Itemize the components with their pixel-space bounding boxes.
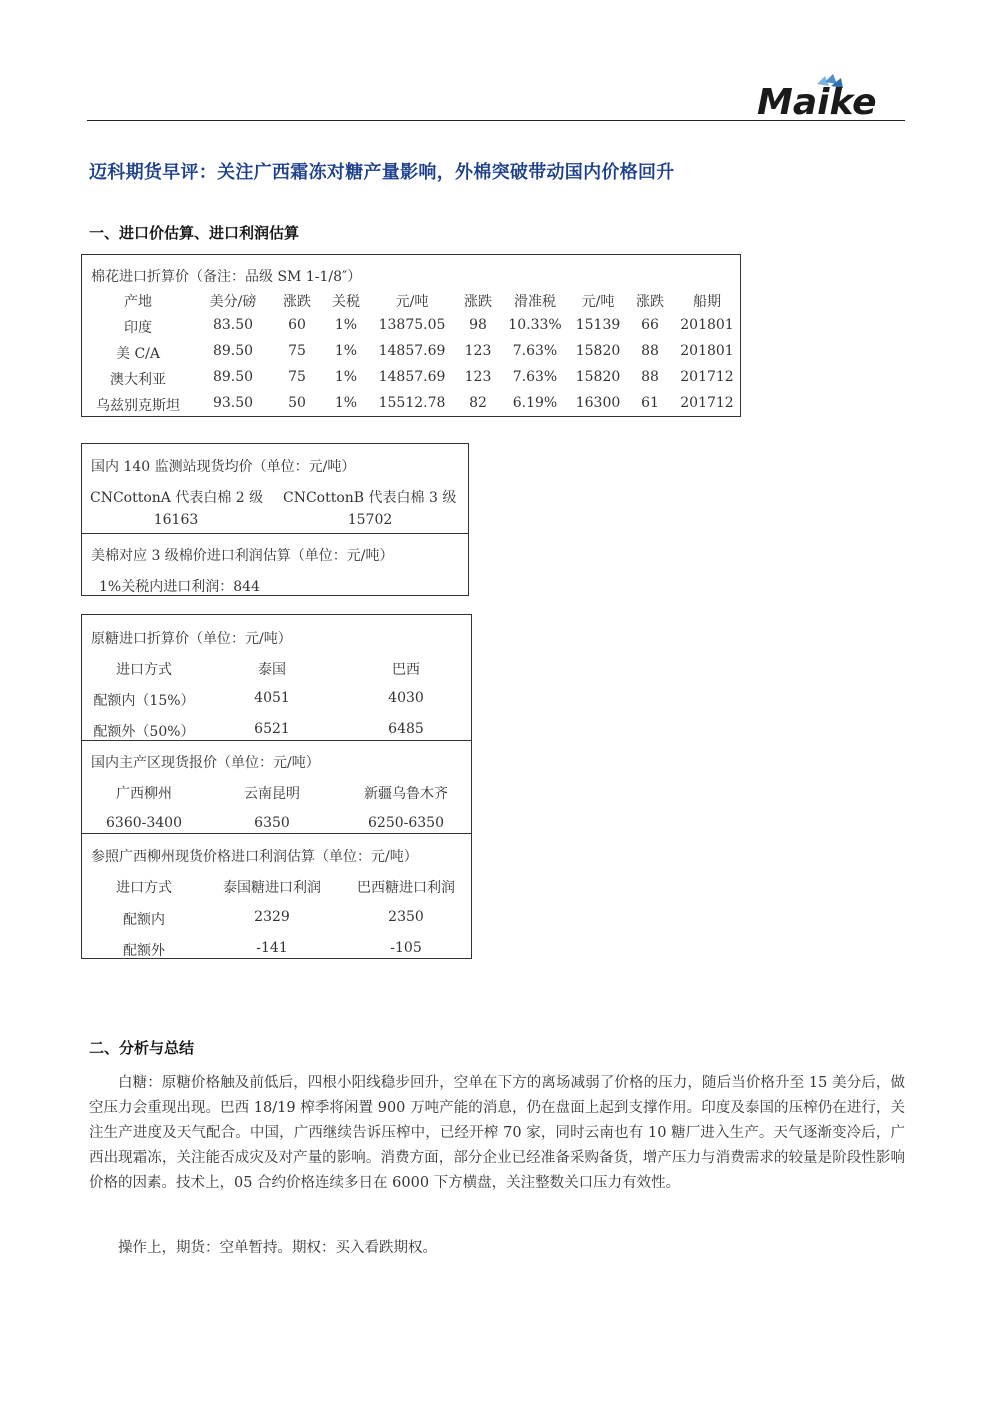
column-header: 巴西 bbox=[392, 662, 420, 678]
table-cell: 201712 bbox=[680, 395, 734, 411]
table-cell: 66 bbox=[641, 317, 659, 333]
table-cell: 配额内（15%） bbox=[93, 693, 195, 709]
table-cell: 61 bbox=[641, 395, 659, 411]
table-cell: 1% bbox=[334, 317, 358, 333]
table-cell: 7.63% bbox=[512, 369, 558, 385]
table-cell: 89.50 bbox=[212, 343, 254, 359]
table-cell: 201712 bbox=[680, 369, 734, 385]
table-cell: 15139 bbox=[575, 317, 621, 333]
section-heading-1: 一、进口价估算、进口利润估算 bbox=[89, 224, 300, 242]
table-cell: 123 bbox=[464, 343, 492, 359]
cotton-profit-caption: 美棉对应 3 级棉价进口利润估算（单位：元/吨） bbox=[91, 548, 394, 564]
sugar-import-table bbox=[81, 614, 472, 959]
table-cell: 1% bbox=[334, 343, 358, 359]
table-cell: 6250-6350 bbox=[368, 815, 444, 831]
cncotton-b-value: 15702 bbox=[347, 512, 393, 528]
table-cell: 6.19% bbox=[512, 395, 558, 411]
table-cell: 50 bbox=[288, 395, 306, 411]
maike-logo bbox=[755, 72, 895, 122]
column-header: 船期 bbox=[693, 294, 721, 310]
divider bbox=[82, 833, 471, 834]
table-cell: 2350 bbox=[388, 909, 424, 925]
cncotton-a-value: 16163 bbox=[153, 512, 199, 528]
table-cell: 4051 bbox=[254, 690, 290, 706]
column-header: 进口方式 bbox=[116, 662, 172, 678]
svg-text:Maike: Maike bbox=[757, 82, 877, 122]
column-header: 广西柳州 bbox=[116, 786, 172, 802]
cncotton-a-label: CNCottonA 代表白棉 2 级 bbox=[90, 490, 264, 506]
table-cell: 美 C/A bbox=[116, 346, 160, 362]
table-cell: 15820 bbox=[575, 369, 621, 385]
table-cell: 印度 bbox=[124, 320, 152, 336]
table-cell: 123 bbox=[464, 369, 492, 385]
table-cell: 6360-3400 bbox=[106, 815, 182, 831]
table-cell: 澳大利亚 bbox=[110, 372, 166, 388]
table-cell: 75 bbox=[288, 343, 306, 359]
table-cell: 88 bbox=[641, 343, 659, 359]
column-header: 产地 bbox=[124, 294, 152, 310]
table-cell: 14857.69 bbox=[378, 343, 446, 359]
table-cell: 6521 bbox=[254, 721, 290, 737]
column-header: 进口方式 bbox=[116, 880, 172, 896]
column-header: 美分/磅 bbox=[209, 294, 257, 310]
sugar-profit-caption: 参照广西柳州现货价格进口利润估算（单位：元/吨） bbox=[91, 849, 418, 865]
column-header: 巴西糖进口利润 bbox=[357, 880, 455, 896]
table-cell: 89.50 bbox=[212, 369, 254, 385]
table-cell: 201801 bbox=[680, 317, 734, 333]
column-header: 涨跌 bbox=[283, 294, 311, 310]
section-heading-2: 二、分析与总结 bbox=[89, 1039, 195, 1057]
cncotton-b-label: CNCottonB 代表白棉 3 级 bbox=[283, 490, 457, 506]
table-cell: 4030 bbox=[388, 690, 424, 706]
page-title: 迈科期货早评：关注广西霜冻对糖产量影响，外棉突破带动国内价格回升 bbox=[89, 162, 675, 183]
analysis-text: 白糖：原糖价格触及前低后，四根小阳线稳步回升，空单在下方的离场减弱了价格的压力，随后当价格升至 15 美分后，做空压力会重现出现。巴西 18/19 榨季将闲置 900 万吨产能的消息，仍在盘面上起到支撑作用。印度及泰国的压榨仍在进行，关注生产进度及天气配合。中国，广西继续告诉压榨中，已经开榨 70 家，同时云南也有 10 糖厂进入生产。天气逐渐变冷后，广西出现霜冻，关注能否成灾及对产量的影响。消费方面，部分企业已经准备采购备货，增产压力与消费需求的较量是阶段性影响价格的因素。技术上，05 合约价格连续多日在 6000 下方横盘，关注整数关口压力有效性。 bbox=[89, 1075, 905, 1191]
column-header: 元/吨 bbox=[395, 294, 429, 310]
table-cell: 60 bbox=[288, 317, 306, 333]
table-cell: 配额内 bbox=[123, 912, 165, 928]
column-header: 涨跌 bbox=[636, 294, 664, 310]
table-cell: 10.33% bbox=[508, 317, 562, 333]
column-header: 泰国 bbox=[258, 662, 286, 678]
table-cell: 1% bbox=[334, 395, 358, 411]
table-cell: 75 bbox=[288, 369, 306, 385]
table-cell: 201801 bbox=[680, 343, 734, 359]
table-cell: 1% bbox=[334, 369, 358, 385]
analysis-paragraph bbox=[89, 1071, 905, 1196]
column-header: 元/吨 bbox=[581, 294, 615, 310]
sugar-import-caption: 原糖进口折算价（单位：元/吨） bbox=[91, 631, 292, 647]
table-cell: 16300 bbox=[575, 395, 621, 411]
table-cell: 15512.78 bbox=[378, 395, 446, 411]
column-header: 泰国糖进口利润 bbox=[223, 880, 321, 896]
column-header: 关税 bbox=[332, 294, 360, 310]
header-rule bbox=[87, 120, 905, 121]
table-cell: 14857.69 bbox=[378, 369, 446, 385]
table-cell: 82 bbox=[469, 395, 487, 411]
table-cell: 乌兹别克斯坦 bbox=[96, 398, 180, 414]
domestic-cotton-caption: 国内 140 监测站现货均价（单位：元/吨） bbox=[91, 459, 356, 475]
column-header: 滑准税 bbox=[514, 294, 556, 310]
table-cell: 93.50 bbox=[212, 395, 254, 411]
table-cell: 2329 bbox=[254, 909, 290, 925]
operation-text: 操作上，期货：空单暂持。期权：买入看跌期权。 bbox=[118, 1240, 437, 1256]
table-cell: 13875.05 bbox=[378, 317, 446, 333]
operation-paragraph bbox=[89, 1236, 905, 1261]
cotton-profit-line: 1%关税内进口利润：844 bbox=[99, 579, 260, 595]
divider bbox=[82, 533, 468, 534]
table-cell: 7.63% bbox=[512, 343, 558, 359]
cotton-import-table bbox=[81, 254, 741, 417]
column-header: 云南昆明 bbox=[244, 786, 300, 802]
column-header: 新疆乌鲁木齐 bbox=[364, 786, 448, 802]
table-cell: 83.50 bbox=[212, 317, 254, 333]
table-cell: -141 bbox=[256, 940, 288, 956]
sugar-spot-caption: 国内主产区现货报价（单位：元/吨） bbox=[91, 755, 320, 771]
column-header: 涨跌 bbox=[464, 294, 492, 310]
table-cell: 88 bbox=[641, 369, 659, 385]
table-cell: 98 bbox=[469, 317, 487, 333]
table-cell: 6350 bbox=[254, 815, 290, 831]
divider bbox=[82, 740, 471, 741]
domestic-cotton-table bbox=[81, 443, 469, 596]
table-cell: 配额外（50%） bbox=[93, 724, 195, 740]
table-cell: -105 bbox=[390, 940, 422, 956]
cotton-import-caption: 棉花进口折算价（备注：品级 SM 1-1/8″） bbox=[91, 269, 362, 285]
table-cell: 15820 bbox=[575, 343, 621, 359]
table-cell: 6485 bbox=[388, 721, 424, 737]
table-cell: 配额外 bbox=[123, 943, 165, 959]
